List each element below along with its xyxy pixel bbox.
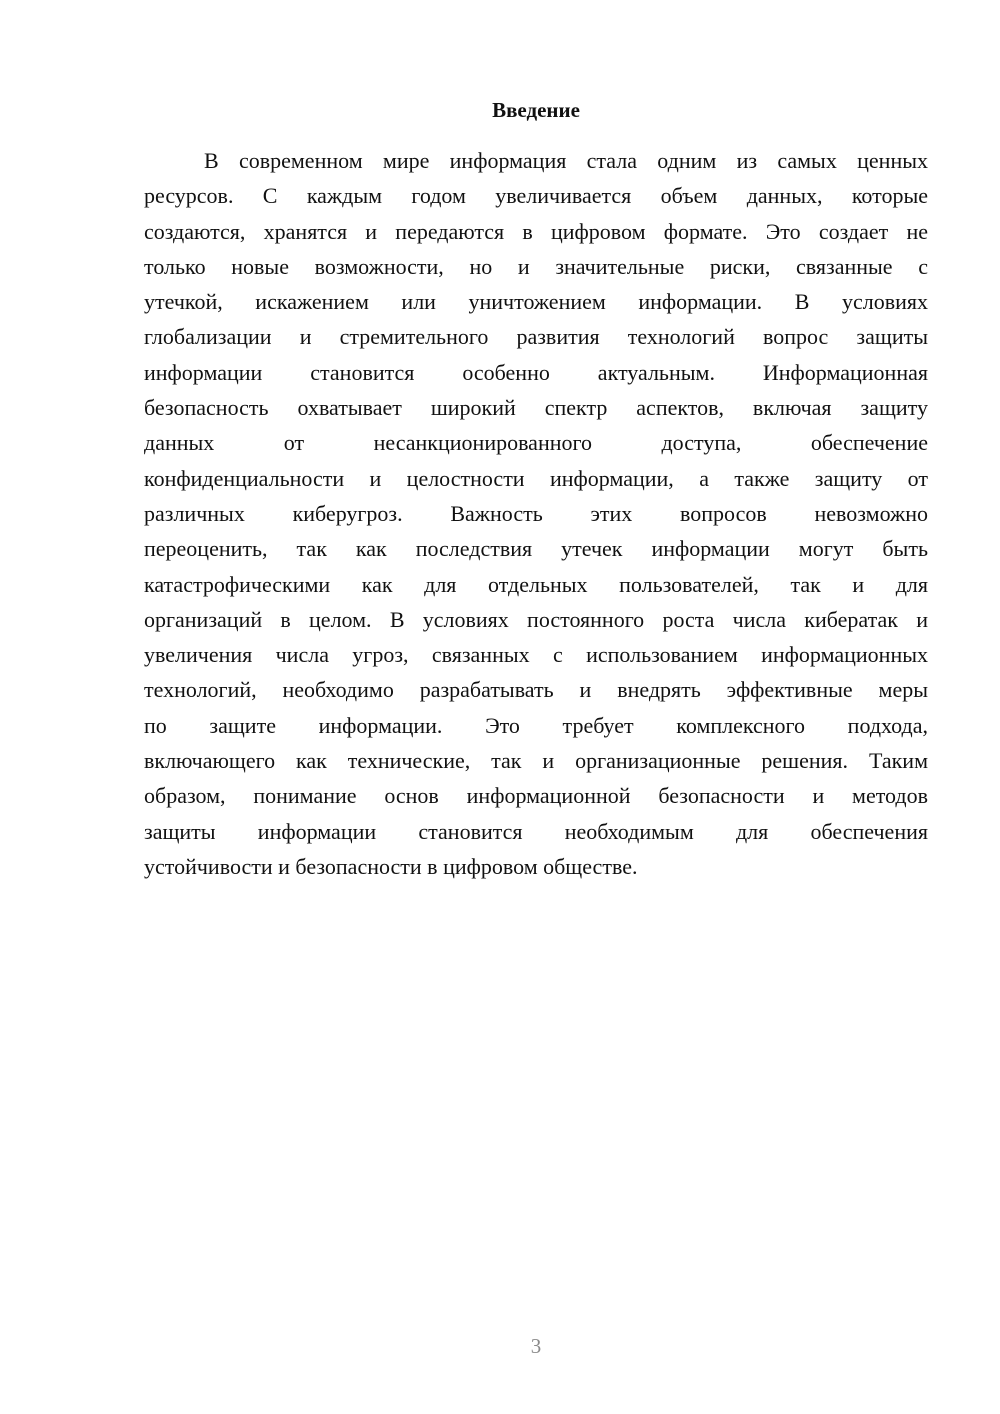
paragraph-line: организаций в целом. В условиях постоянного роста числа кибератак и (144, 606, 928, 632)
paragraph-line: ресурсов. С каждым годом увеличивается объем данных, которые (144, 183, 928, 209)
paragraph-line: информации становится особенно актуальным. Информационная (144, 359, 928, 385)
paragraph-line: различных киберугроз. Важность этих вопросов невозможно (144, 500, 928, 526)
paragraph-line: конфиденциальности и целостности информации, а также защиту от (144, 465, 928, 491)
section-heading: Введение (492, 98, 580, 122)
paragraph-line: устойчивости и безопасности в цифровом обществе. (144, 853, 638, 879)
paragraph-line: безопасность охватывает широкий спектр аспектов, включая защиту (144, 395, 928, 421)
paragraph-line: увеличения числа угроз, связанных с использованием информационных (144, 642, 928, 668)
page-number: 3 (530, 1334, 542, 1358)
paragraph-line: защиты информации становится необходимым для обеспечения (144, 818, 928, 844)
paragraph-line: переоценить, так как последствия утечек информации могут быть (144, 536, 928, 562)
paragraph-line: глобализации и стремительного развития технологий вопрос защиты (144, 324, 928, 350)
paragraph-line: В современном мире информация стала одним из самых ценных (204, 148, 928, 173)
paragraph-line: катастрофическими как для отдельных пользователей, так и для (144, 571, 928, 597)
paragraph-line: технологий, необходимо разрабатывать и внедрять эффективные меры (144, 677, 928, 703)
paragraph-line: по защите информации. Это требует комплексного подхода, (144, 712, 928, 738)
intro-paragraph (144, 143, 928, 884)
paragraph-line: данных от несанкционированного доступа, обеспечение (144, 430, 928, 456)
paragraph-line: образом, понимание основ информационной безопасности и методов (144, 783, 928, 809)
paragraph-line: создаются, хранятся и передаются в цифровом формате. Это создает не (144, 218, 928, 244)
paragraph-line: только новые возможности, но и значительные риски, связанные с (144, 253, 928, 279)
paragraph-line: включающего как технические, так и организационные решения. Таким (144, 748, 928, 774)
paragraph-line: утечкой, искажением или уничтожением информации. В условиях (144, 289, 928, 315)
